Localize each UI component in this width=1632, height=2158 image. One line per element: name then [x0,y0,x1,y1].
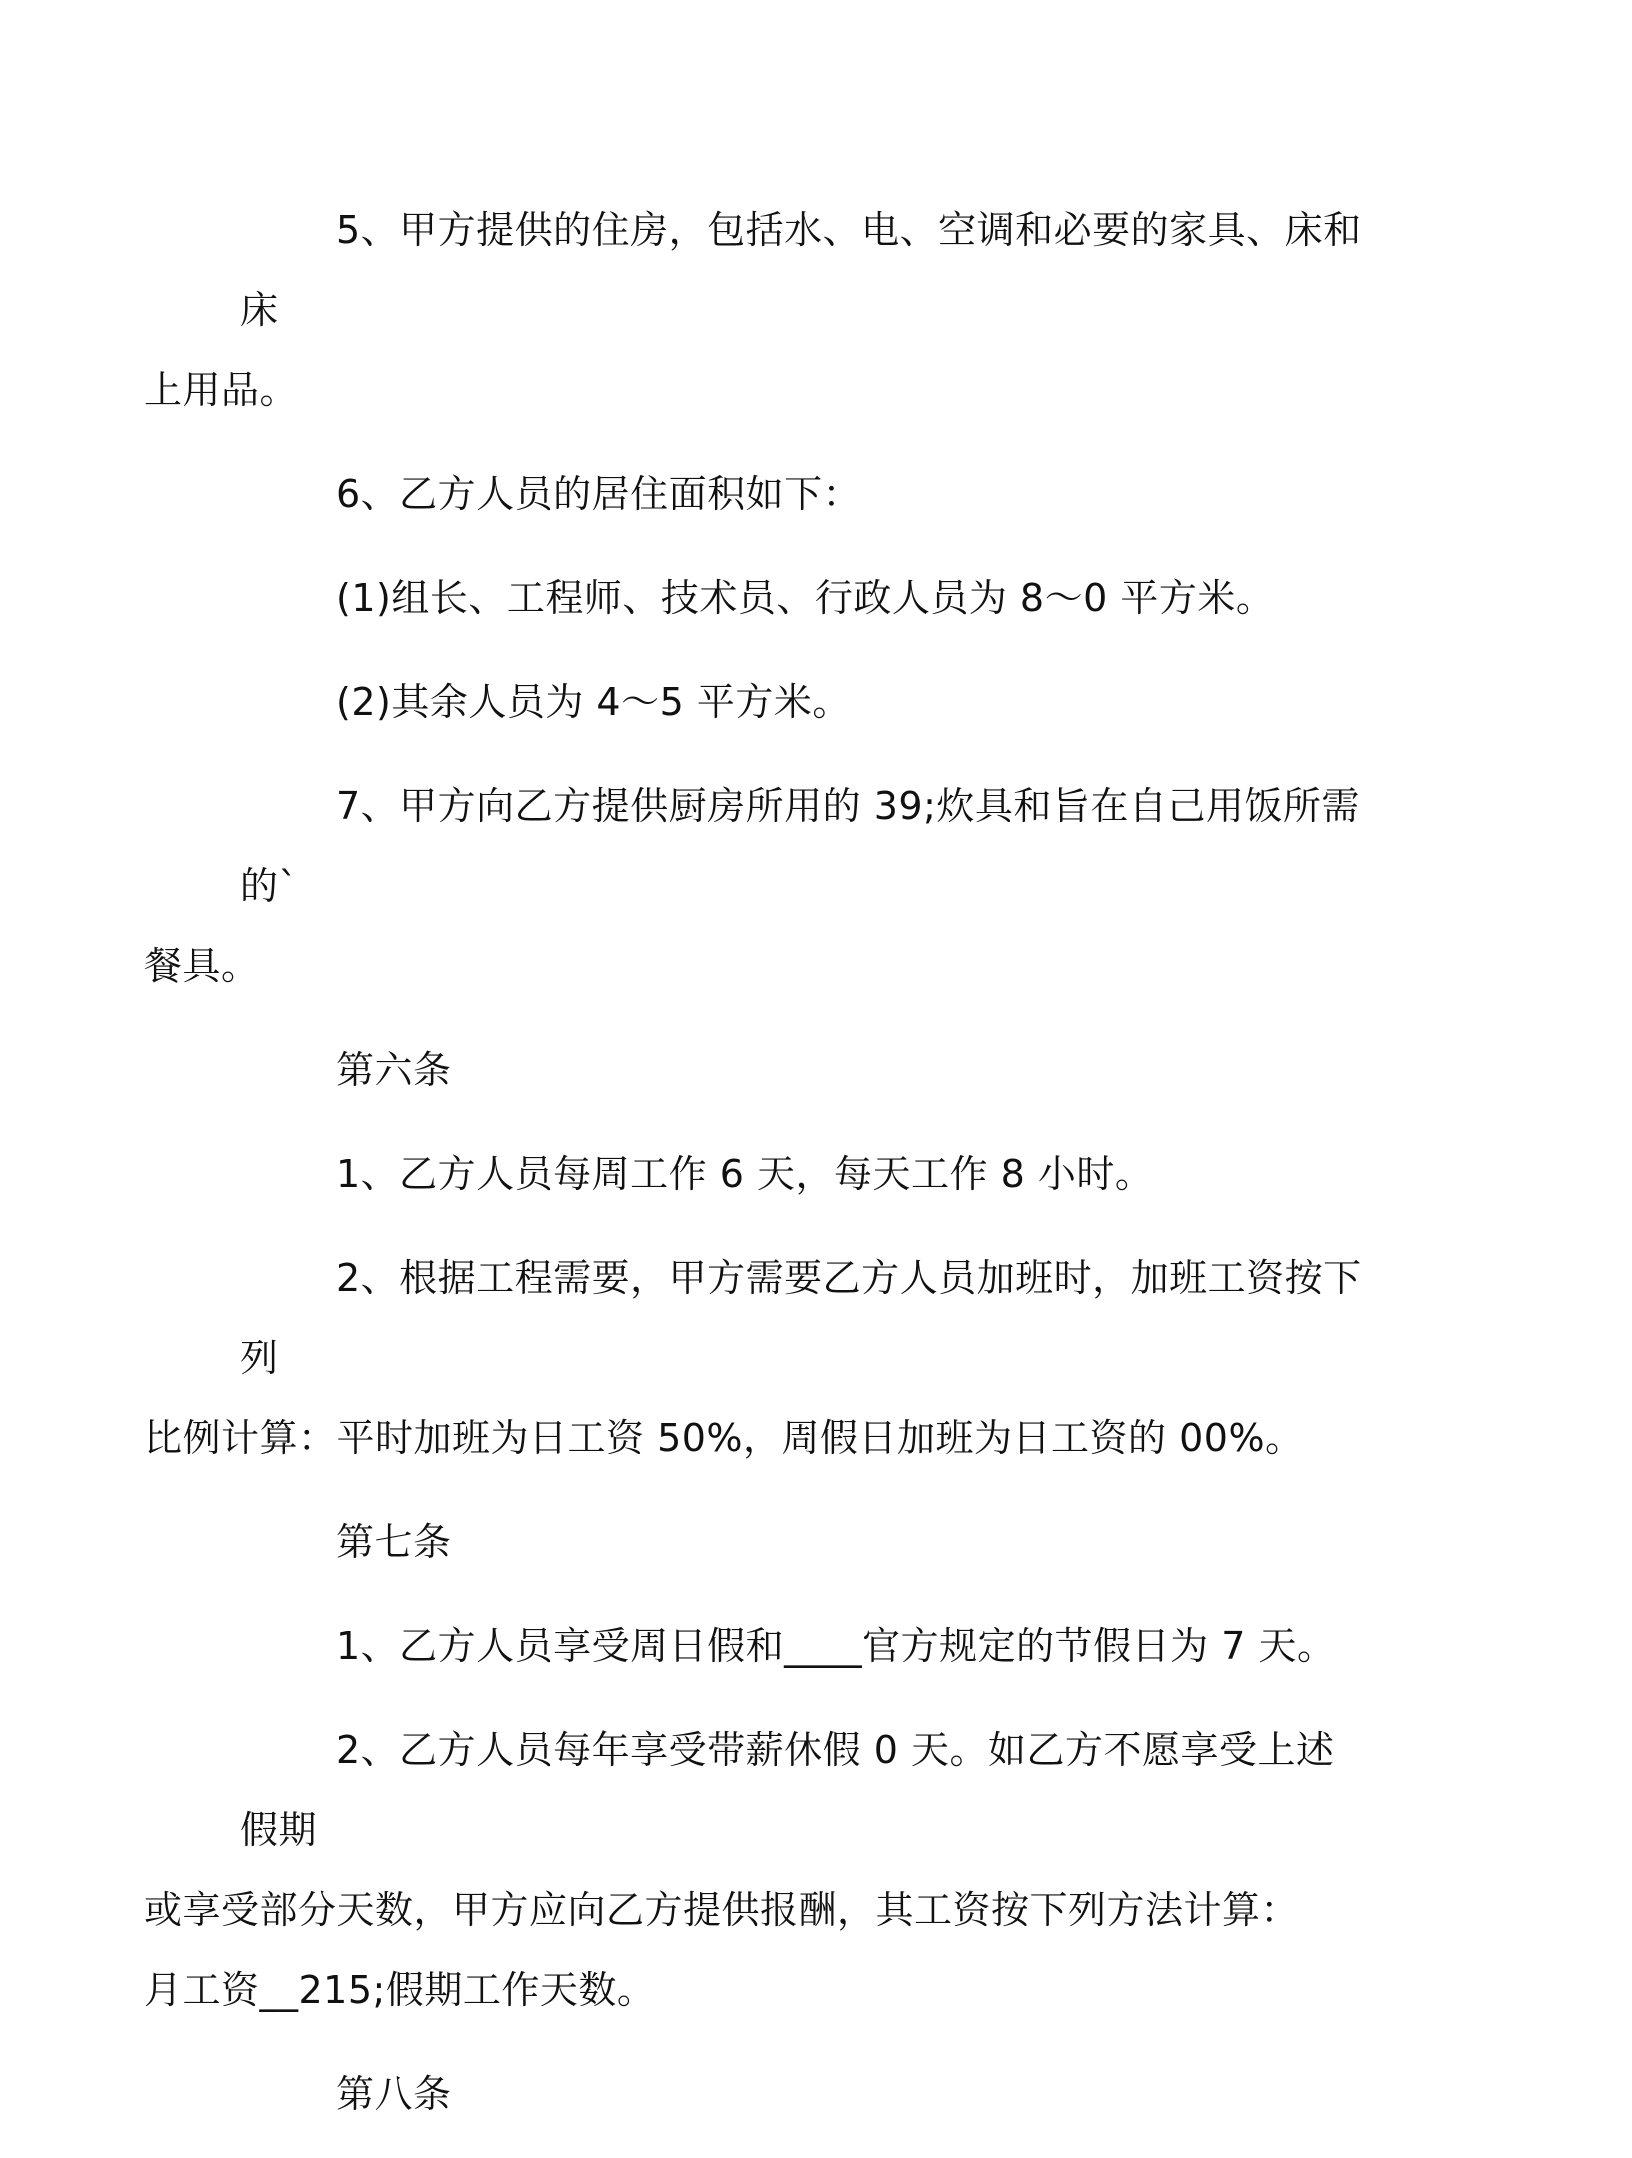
article-heading-8 [240,2054,1370,2134]
text-line: 7、甲方向乙方提供厨房所用的 39;炊具和旨在自己用饭所需的` [240,784,1360,908]
text-line: 餐具。 [144,944,260,988]
text-line: 月工资__215;假期工作天数。 [144,1968,656,2012]
text-line: 2、根据工程需要，甲方需要乙方人员加班时，加班工资按下列 [240,1256,1362,1380]
heading-text: 第六条 [336,1048,452,1092]
paragraph-housing-provision [144,190,1370,430]
heading-text: 第八条 [336,2072,452,2116]
paragraph-work-hours [240,1134,1370,1214]
text-line: 2、乙方人员每年享受带薪休假 0 天。如乙方不愿享受上述假期 [240,1728,1335,1852]
text-line: (2)其余人员为 4～5 平方米。 [336,680,851,724]
article-heading-7 [240,1502,1370,1582]
text-line: 1、乙方人员享受周日假和____官方规定的节假日为 7 天。 [336,1624,1336,1668]
text-line: 比例计算：平时加班为日工资 50%，周假日加班为日工资的 00%。 [144,1416,1304,1460]
text-line: 上用品。 [144,368,299,412]
text-line: 6、乙方人员的居住面积如下： [336,472,862,516]
paragraph-paid-leave [144,1710,1370,2030]
document-body [144,190,1370,2158]
paragraph-kitchen [144,766,1370,1006]
text-line: 或享受部分天数，甲方应向乙方提供报酬，其工资按下列方法计算： [144,1888,1300,1932]
article-heading-6 [240,1030,1370,1110]
paragraph-overtime [144,1238,1370,1478]
text-line: 5、甲方提供的住房，包括水、电、空调和必要的家具、床和床 [240,208,1362,332]
text-line: (1)组长、工程师、技术员、行政人员为 8～0 平方米。 [336,576,1275,620]
paragraph-living-area [240,454,1370,534]
paragraph-area-staff [240,558,1370,638]
paragraph-area-others [240,662,1370,742]
paragraph-holidays [240,1606,1370,1686]
heading-text: 第七条 [336,1520,452,1564]
text-line: 1、乙方人员每周工作 6 天，每天工作 8 小时。 [336,1152,1154,1196]
